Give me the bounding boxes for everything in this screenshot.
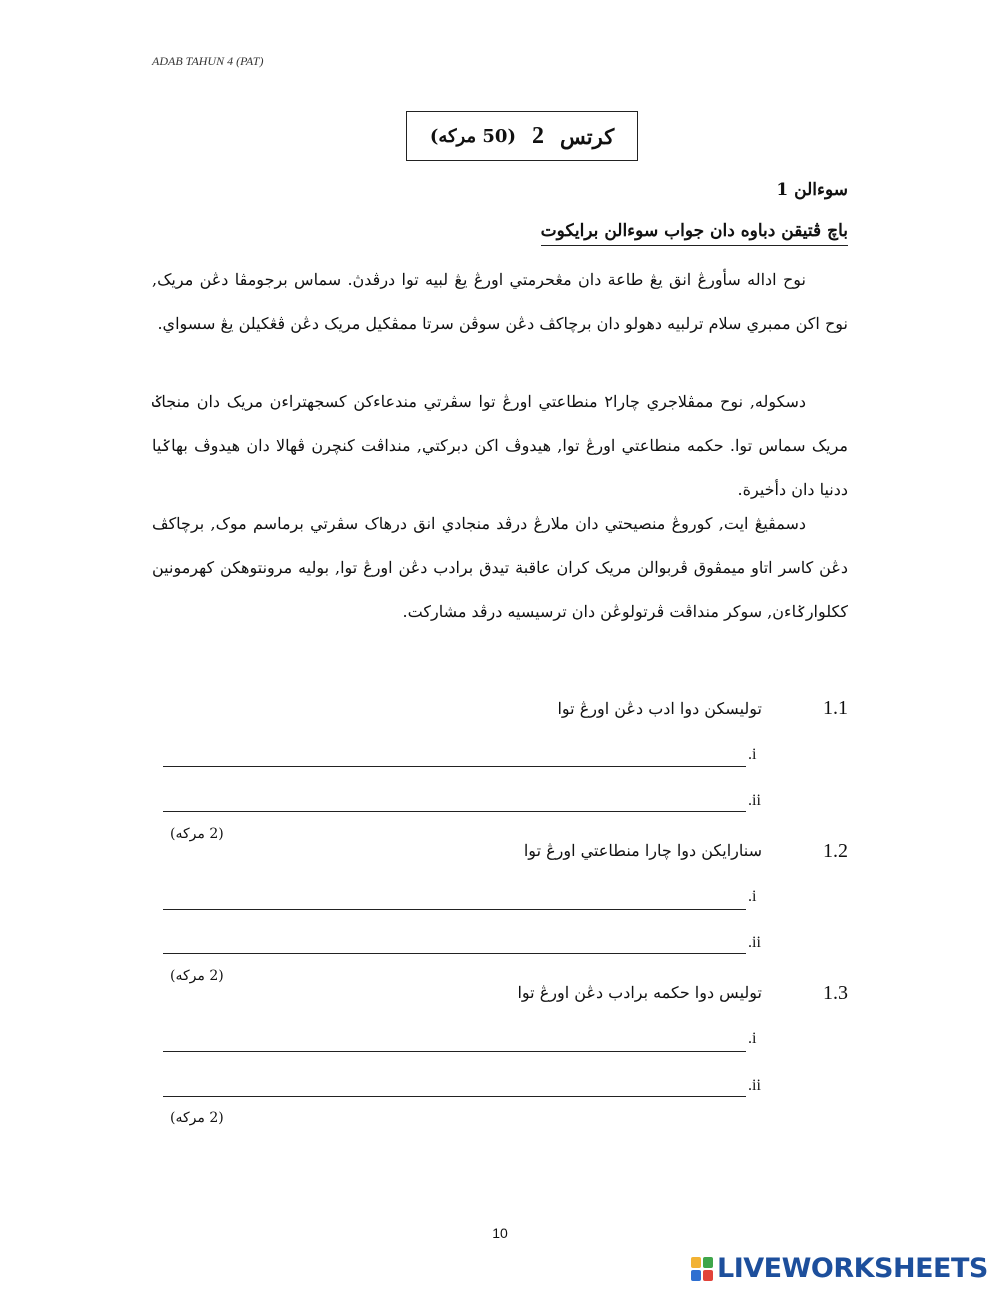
paper-title-number: 2 [531, 122, 544, 149]
question-instruction: باچ ڤتيقن دباوه دان جواب سوءالن برايكوت [541, 221, 848, 246]
answer-line[interactable] [163, 1096, 746, 1097]
passage-paragraph [152, 258, 848, 346]
answer-line-label: .i [748, 746, 757, 763]
answer-line-label: .ii [748, 1077, 761, 1094]
item-number: 1.3 [823, 982, 848, 1004]
passage-paragraph-text: دسمڤيڠ ايت, کوروڠ منصيحتي دان ملارڠ درڤد منجادي انق درهاک سڤرتي برماسم موک, برچاکڤ دڠن کاسر اتاو ميمڤوق ڤربوالن مريک کران عاقبة تيدق برادب دڠن اورڠ توا, بوليه مرونتوهکن کهرمونين ککلوارݢاءن, سوکر منداڤت ڤرتولوڠن دان ترسيسيه درڤد مشارکت. [152, 514, 848, 621]
answer-line[interactable] [163, 1051, 746, 1052]
answer-line-label: .i [748, 1030, 757, 1047]
item-question: سنارايکن دوا چارا منطاعتي اورڠ توا [523, 841, 762, 860]
liveworksheets-logo-icon [691, 1257, 713, 1281]
item-question: توليسکن دوا ادب دڠن اورڠ توا [557, 699, 762, 718]
item-number: 1.1 [823, 697, 848, 719]
answer-line[interactable] [163, 909, 746, 910]
paper-title-box [406, 111, 638, 161]
liveworksheets-logo-text: LIVEWORKSHEETS [717, 1253, 988, 1284]
passage-paragraph-text: نوح اداله سأورڠ انق يڠ طاعة دان مڠحرمتي اورڠ يڠ لبيه توا درڤدڽ. سماس برجومڤا دڠن مريک, نوح اکن ممبري سلام ترلبيه دهولو دان برچاکڤ دڠن سوڤن سرتا ممڤکيل مريک دڠن ڤڠکيلن يڠ سسواي. [152, 270, 848, 333]
item-marks: (2 مركه) [170, 826, 224, 842]
answer-line-label: .i [748, 888, 757, 905]
paper-title-marks: (50 مركه) [429, 125, 516, 147]
answer-line[interactable] [163, 811, 746, 812]
answer-line-label: .ii [748, 792, 761, 809]
passage-paragraph [152, 380, 848, 512]
item-marks: (2 مركه) [170, 1110, 224, 1126]
passage-paragraph-text: دسکوله, نوح ممڤلاجري چارا٢ منطاعتي اورڠ توا سڤرتي مندعاءکن کسجهتراءن مريک دان منجاݢ مريک سماس توا. حکمه منطاعتي اورڠ توا, هيدوڤ اکن دبرکتي, منداڤت کنچرن ڤهالا دان هيدوڤ بهاݢيا ددنيا دان دأخيرة. [152, 392, 848, 499]
answer-line[interactable] [163, 953, 746, 954]
item-marks: (2 مركه) [170, 968, 224, 984]
item-question: توليس دوا حکمه برادب دڠن اورڠ توا [517, 983, 762, 1002]
question-heading: سوءالن 1 [776, 180, 848, 200]
passage-paragraph [152, 502, 848, 634]
answer-line[interactable] [163, 766, 746, 767]
header-label: ADAB TAHUN 4 (PAT) [152, 54, 264, 68]
answer-line-label: .ii [748, 934, 761, 951]
paper-title-kertas: كرتس [559, 123, 615, 149]
liveworksheets-logo[interactable] [691, 1253, 988, 1284]
item-number: 1.2 [823, 840, 848, 862]
page-number: 10 [492, 1225, 508, 1241]
